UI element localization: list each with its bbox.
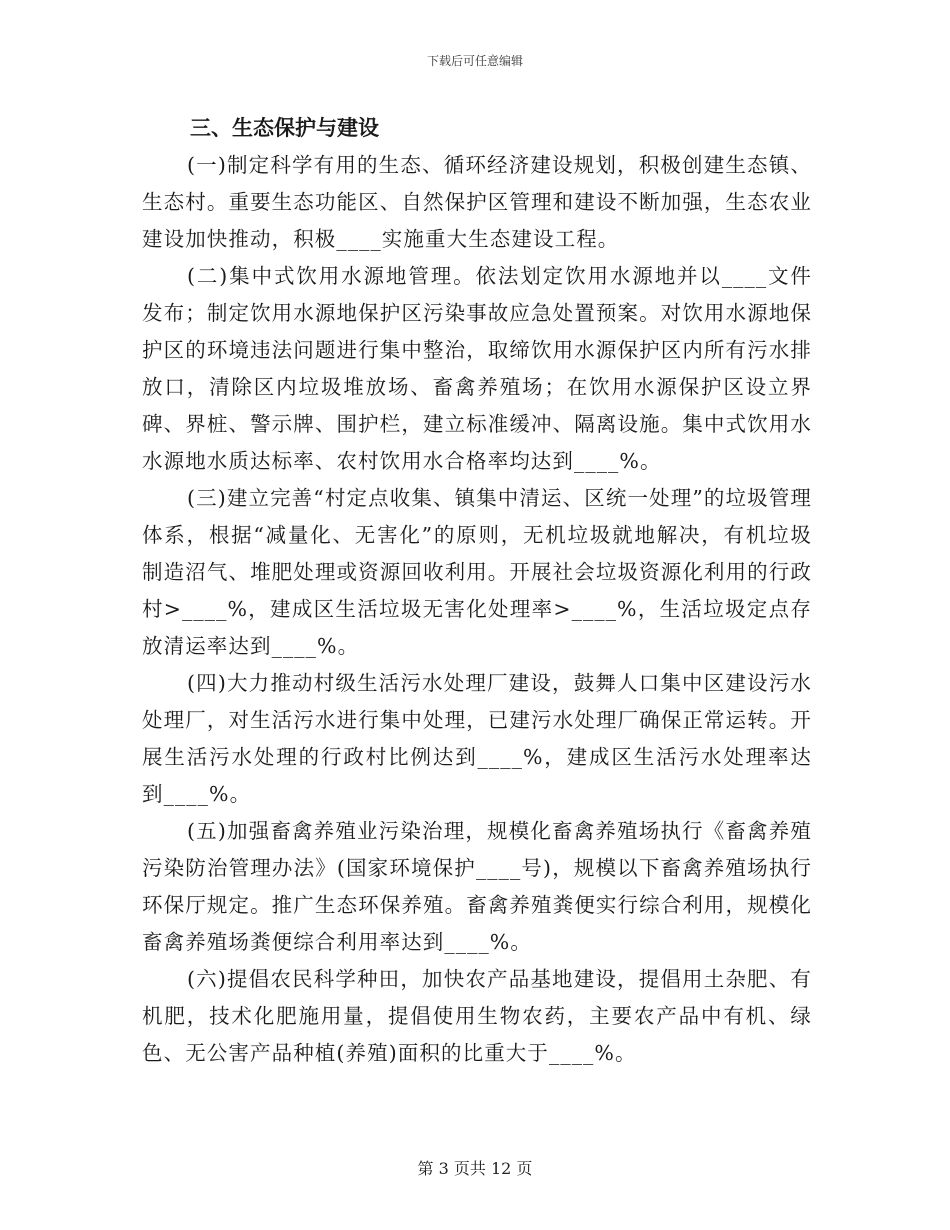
paragraph-5: (五)加强畜禽养殖业污染治理，规模化畜禽养殖场执行《畜禽养殖污染防治管理办法》(国家环境保护____号)，规模以下畜禽养殖场执行环保厅规定。推广生态环保养殖。畜禽养殖粪便实行综合利用，规模化畜禽养殖场粪便综合利用率达到____%。 [142,819,812,954]
document-body [142,110,812,1072]
paragraph-6: (六)提倡农民科学种田，加快农产品基地建设，提倡用土杂肥、有机肥，技术化肥施用量，提倡使用生物农药，主要农产品中有机、绿色、无公害产品种植(养殖)面积的比重大于____%。 [142,967,812,1065]
paragraph-4: (四)大力推动村级生活污水处理厂建设，鼓舞人口集中区建设污水处理厂，对生活污水进行集中处理，已建污水处理厂确保正常运转。开展生活污水处理的行政村比例达到____%，建成区生活污水处理率达到____%。 [142,671,812,806]
paragraph-1: (一)制定科学有用的生态、循环经济建设规划，积极创建生态镇、生态村。重要生态功能区、自然保护区管理和建设不断加强，生态农业建设加快推动，积极____实施重大生态建设工程。 [142,153,812,251]
paragraph-3: (三)建立完善“村定点收集、镇集中清运、区统一处理”的垃圾管理体系，根据“减量化、无害化”的原则，无机垃圾就地解决，有机垃圾制造沼气、堆肥处理或资源回收利用。开展社会垃圾资源化利用的行政村>____%，建成区生活垃圾无害化处理率>____%，生活垃圾定点存放清运率达到____%。 [142,486,812,658]
section-title: 三、生态保护与建设 [190,116,379,140]
paragraph-2: (二)集中式饮用水源地管理。依法划定饮用水源地并以____文件发布；制定饮用水源地保护区污染事故应急处置预案。对饮用水源地保护区的环境违法问题进行集中整治，取缔饮用水源保护区内所有污水排放口，清除区内垃圾堆放场、畜禽养殖场；在饮用水源保护区设立界碑、界桩、警示牌、围护栏，建立标准缓冲、隔离设施。集中式饮用水水源地水质达标率、农村饮用水合格率均达到____%。 [142,264,813,473]
header-note: 下载后可任意编辑 [426,54,523,68]
page-footer: 第 3 页共 12 页 [417,1159,533,1178]
